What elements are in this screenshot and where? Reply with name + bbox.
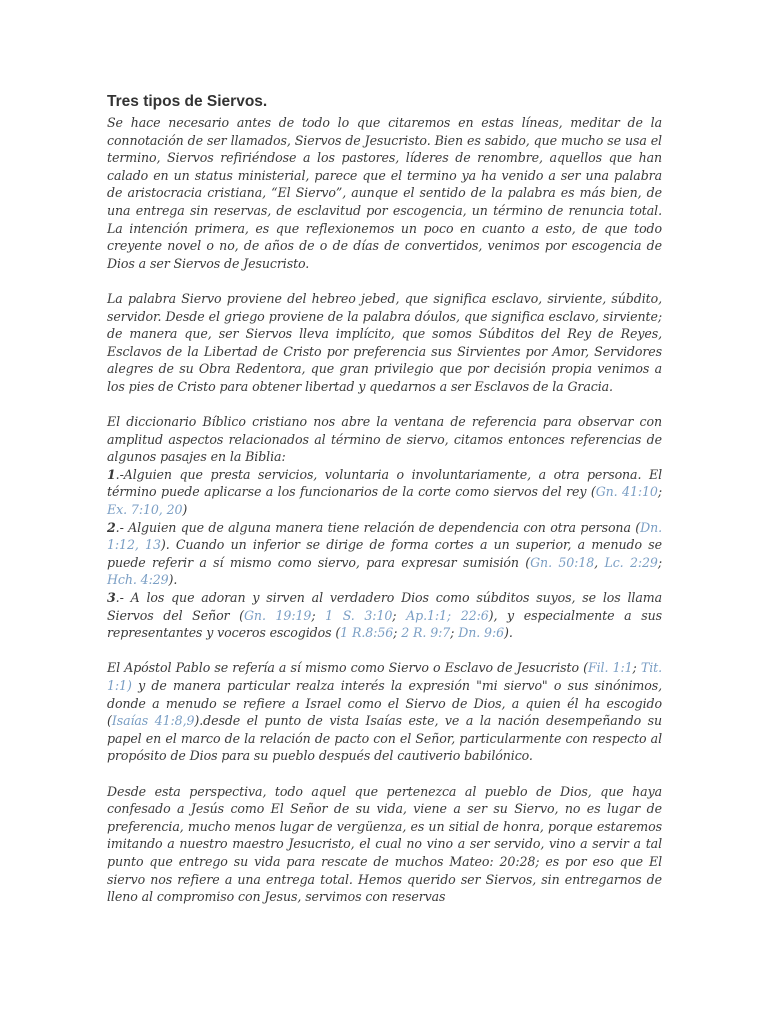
list-item-1: 1.-Alguien que presta servicios, voluntaria o involuntariamente, a otra persona. El término puede aplicarse a los funcionarios de la corte como siervos del rey (Gn. 41:10; Ex. 7:10, 20) [107,466,662,518]
list-item-3: 3.- A los que adoran y sirven al verdadero Dios como súbditos suyos, se los llama Siervos del Señor (Gn. 19:19; 1 S. 3:10; Ap.1:1; 22:6), y especialmente a sus representantes y voceros escogidos (1 R.8:56; 2 R. 9:7; Dn. 9:6). [107,590,662,641]
bible-reference-link[interactable]: Ap.1:1; 22:6 [406,607,489,623]
item-number: 3 [107,590,116,606]
bible-reference-link[interactable]: Dn. 1:12, 13 [107,519,662,553]
bible-reference-link[interactable]: Tit. 1:1) [107,660,662,693]
bible-reference-link[interactable]: Ex. 7:10, 20 [107,502,183,518]
bible-reference-link[interactable]: Dn. 9:6 [458,625,505,641]
bible-reference-link[interactable]: 1 R.8:56 [340,625,394,641]
bible-reference-link[interactable]: Gn. 41:10 [595,484,658,500]
document-page [107,92,662,906]
bible-reference-link[interactable]: Hch. 4:29 [107,572,169,588]
paragraph-apostle-paul: El Apóstol Pablo se refería a sí mismo como Siervo o Esclavo de Jesucristo (Fil. 1:1; Tit. 1:1) y de manera particular realza interés la expresión "mi siervo" o sus sinónimos, donde a menudo se refiere a Israel como el Siervo de Dios, a quien él ha escogido (Isaías 41:8,9).desde el punto de vista Isaías este, ve a la nación desempeñando su papel en el marco de la relación de pacto con el Señor, particularmente con respecto al propósito de Dios para su pueblo después del cautiverio babilónico. [107,660,662,764]
bible-reference-link[interactable]: Lc. 2:29 [604,554,658,570]
bible-reference-link[interactable]: Isaías 41:8,9 [111,713,195,729]
item-number: 2 [107,519,116,535]
bible-reference-link[interactable]: 1 S. 3:10 [325,607,393,623]
paragraph-perspective: Desde esta perspectiva, todo aquel que pertenezca al pueblo de Dios, que haya confesado a Jesús como El Señor de su vida, viene a ser su Siervo, no es lugar de preferencia, mucho menos lugar de vergüenza, es un sitial de honra, porque estaremos imitando a nuestro maestro Jesucristo, el cual no vino a ser servido, vino a servir a tal punto que entrego su vida para rescate de muchos Mateo: 20:28; es por eso que El siervo nos refiere a una entrega total. Hemos querido ser Siervos, sin entregarnos de lleno al compromiso con Jesus, servimos con reservas [107,783,662,905]
paragraph-intro: Se hace necesario antes de todo lo que citaremos en estas líneas, meditar de la connotación de ser llamados, Siervos de Jesucristo. Bien es sabido, que mucho se usa el termino, Siervos refiriéndose a los pastores, líderes de renombre, aquellos que han calado en un status ministerial, parece que el termino ya ha venido a ser una palabra de aristocracia cristiana, “El Siervo”, aunque el sentido de la palabra es más bien, de una entrega sin reservas, de esclavitud por escogencia, un término de renuncia total. La intención primera, es que reflexionemos un poco en cuanto a esto, de que todo creyente novel o no, de años de o de días de convertidos, venimos por escogencia de Dios a ser Siervos de Jesucristo. [107,115,662,271]
list-item-2: 2.- Alguien que de alguna manera tiene relación de dependencia con otra persona (Dn. 1:12, 13). Cuando un inferior se dirige de forma cortes a un superior, a menudo se puede referir a sí mismo como siervo, para expresar sumisión (Gn. 50:18, Lc. 2:29; Hch. 4:29). [107,519,662,588]
bible-reference-link[interactable]: 2 R. 9:7 [401,625,451,641]
document-title: Tres tipos de Siervos. [107,93,268,110]
item-number: 1 [107,466,116,482]
bible-reference-link[interactable]: Fil. 1:1 [587,660,633,676]
paragraph-definition: La palabra Siervo proviene del hebreo jebed, que significa esclavo, sirviente, súbdito, servidor. Desde el griego proviene de la palabra dóulos, que significa esclavo, sirviente; de manera que, ser Siervos lleva implícito, que somos Súbditos del Rey de Reyes, Esclavos de la Libertad de Cristo por preferencia sus Sirvientes por Amor, Servidores alegres de su Obra Redentora, que gran privilegio que por decisión propia venimos a los pies de Cristo para obtener libertad y quedarnos a ser Esclavos de la Gracia. [107,290,662,394]
bible-reference-link[interactable]: Gn. 50:18 [530,554,595,570]
bible-reference-link[interactable]: Gn. 19:19 [243,607,312,623]
paragraph-dictionary-intro: El diccionario Bíblico cristiano nos abre la ventana de referencia para observar con amplitud aspectos relacionados al término de siervo, citamos entonces referencias de algunos pasajes en la Biblia: [107,414,662,465]
